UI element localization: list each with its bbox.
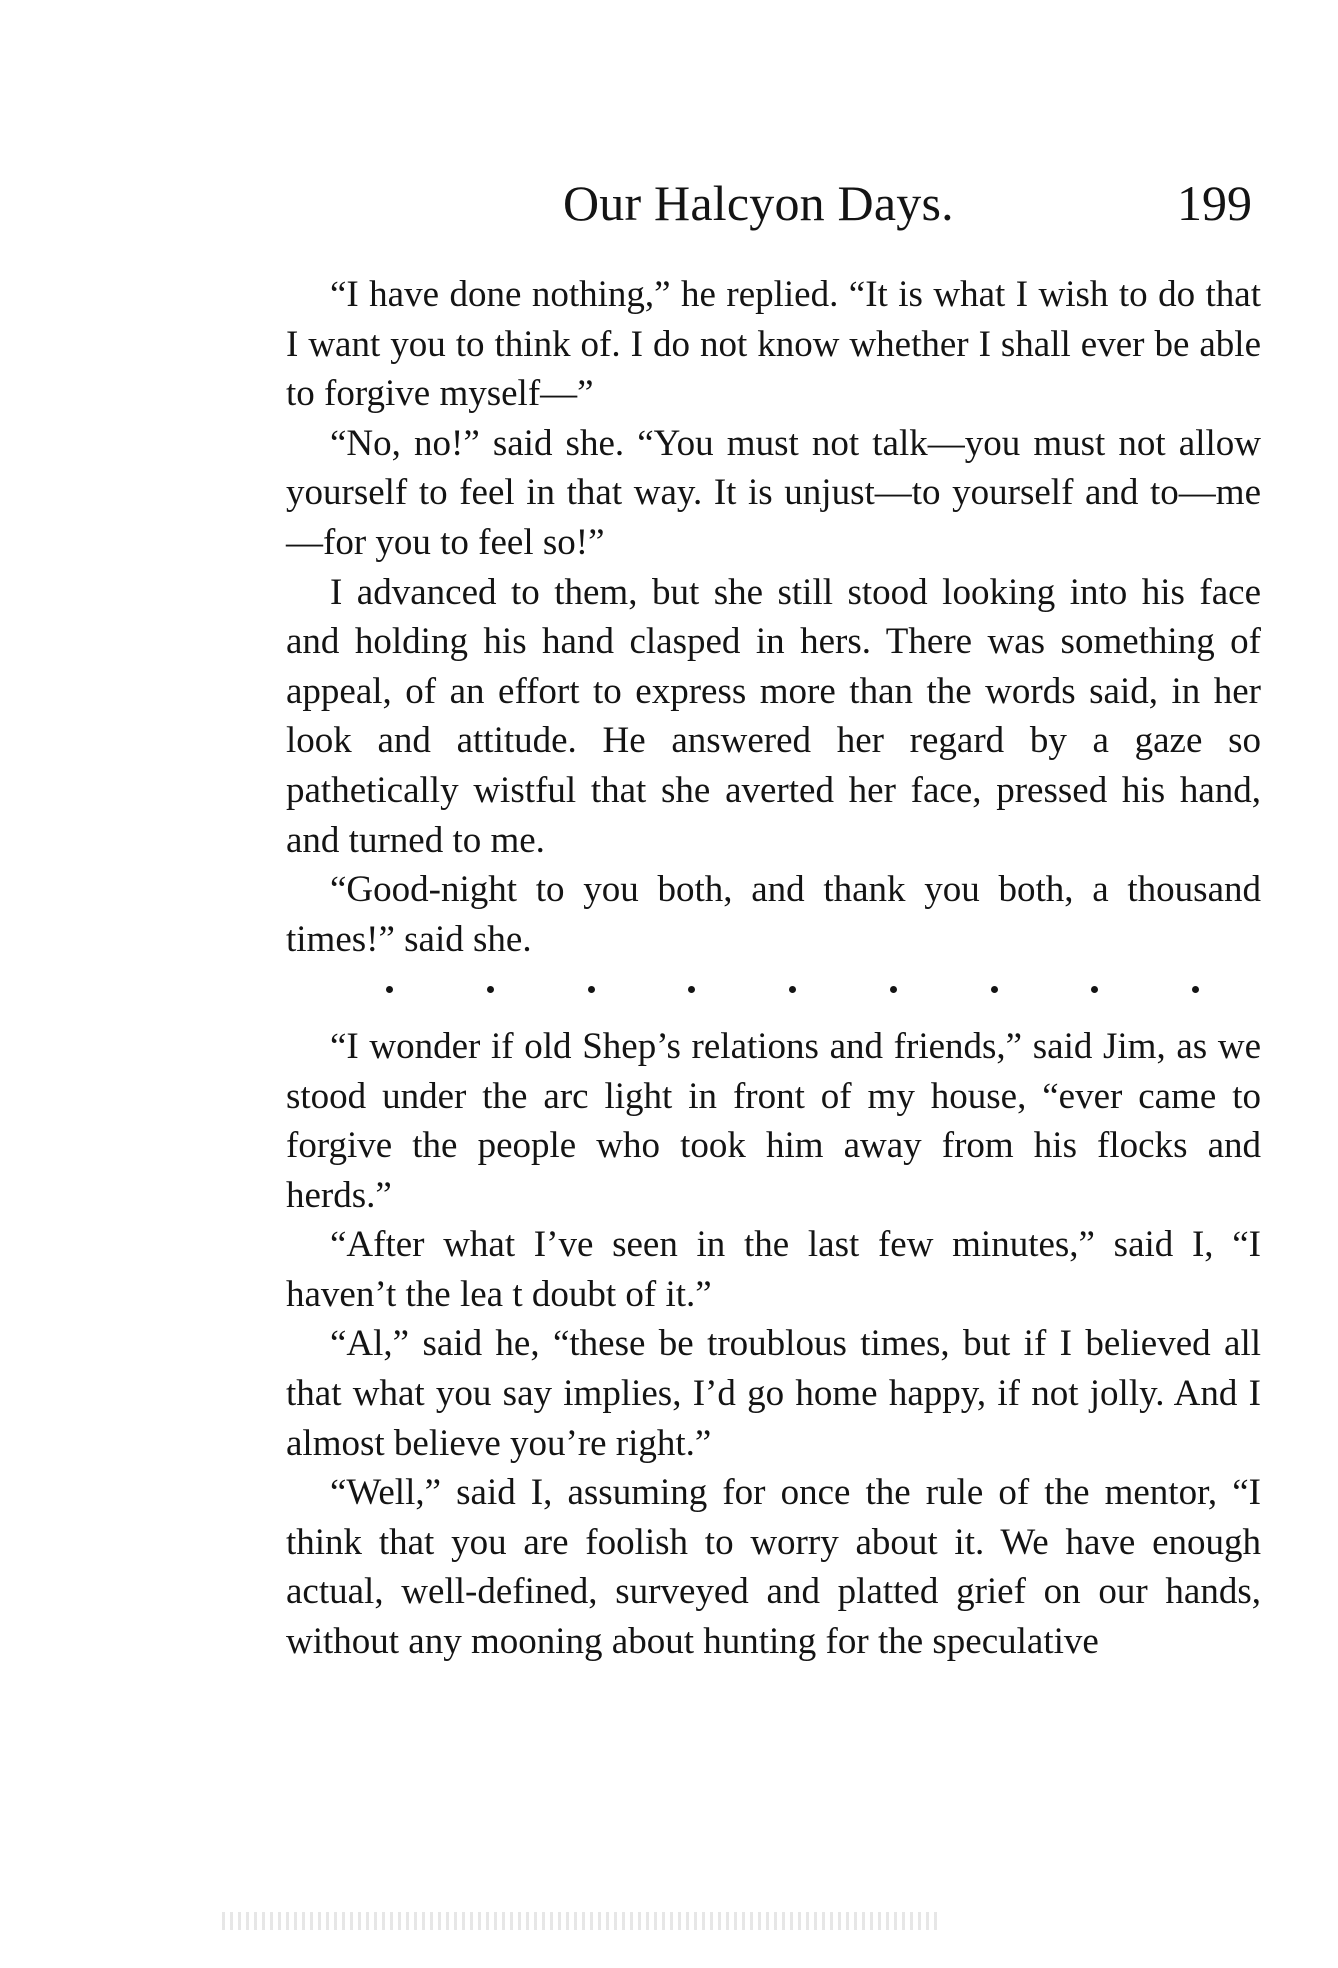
section-break-dot bbox=[588, 986, 595, 993]
paragraph: “I wonder if old Shep’s relations and friends,” said Jim, as we stood under the arc light in front of my house, “ever came to forgive the people who took him away from his flocks and herds.” bbox=[286, 1025, 1261, 1216]
paragraph: “Good-night to you both, and thank you both, a thousand times!” said she. bbox=[286, 869, 1261, 960]
section-break-dot bbox=[487, 986, 494, 993]
paragraph: “Well,” said I, assuming for once the rule of the mentor, “I think that you are foolish to worry about it. We have enough actual, well-defined, surveyed and platted grief on our hands, without any mooning about hunting for the speculative bbox=[286, 1472, 1261, 1663]
paragraph: “No, no!” said she. “You must not talk—you must not allow yourself to feel in that way. It is unjust—to yourself and to—me—for you to feel so!” bbox=[286, 422, 1261, 563]
section-break-dot bbox=[890, 986, 897, 993]
paragraph: “I have done nothing,” he replied. “It is what I wish to do that I want you to think of. I do not know whether I shall ever be able to forgive myself—” bbox=[286, 274, 1261, 415]
running-head bbox=[286, 168, 1266, 238]
body-text bbox=[286, 270, 1261, 1667]
scan-smudge bbox=[222, 1912, 942, 1930]
section-break bbox=[286, 964, 1261, 1014]
section-break-dot bbox=[688, 986, 695, 993]
paragraph: “Al,” said he, “these be troublous times, but if I believed all that what you say implies, I’d go home happy, if not jolly. And I almost believe you’re right.” bbox=[286, 1323, 1261, 1464]
section-break-dot bbox=[789, 986, 796, 993]
section-break-dot bbox=[1192, 986, 1199, 993]
section-break-dot bbox=[1091, 986, 1098, 993]
section-break-dot bbox=[386, 986, 393, 993]
paragraph: I advanced to them, but she still stood looking into his face and holding his hand clasped in hers. There was something of appeal, of an effort to express more than the words said, in her look and attitude. He answered her regard by a gaze so pathetically wistful that she averted her face, pressed his hand, and turned to me. bbox=[286, 571, 1261, 861]
running-title: Our Halcyon Days. bbox=[563, 175, 954, 231]
section-break-dot bbox=[991, 986, 998, 993]
paragraph: “After what I’ve seen in the last few minutes,” said I, “I haven’t the lea t doubt of it.” bbox=[286, 1224, 1261, 1315]
page-number: 199 bbox=[1177, 175, 1252, 231]
